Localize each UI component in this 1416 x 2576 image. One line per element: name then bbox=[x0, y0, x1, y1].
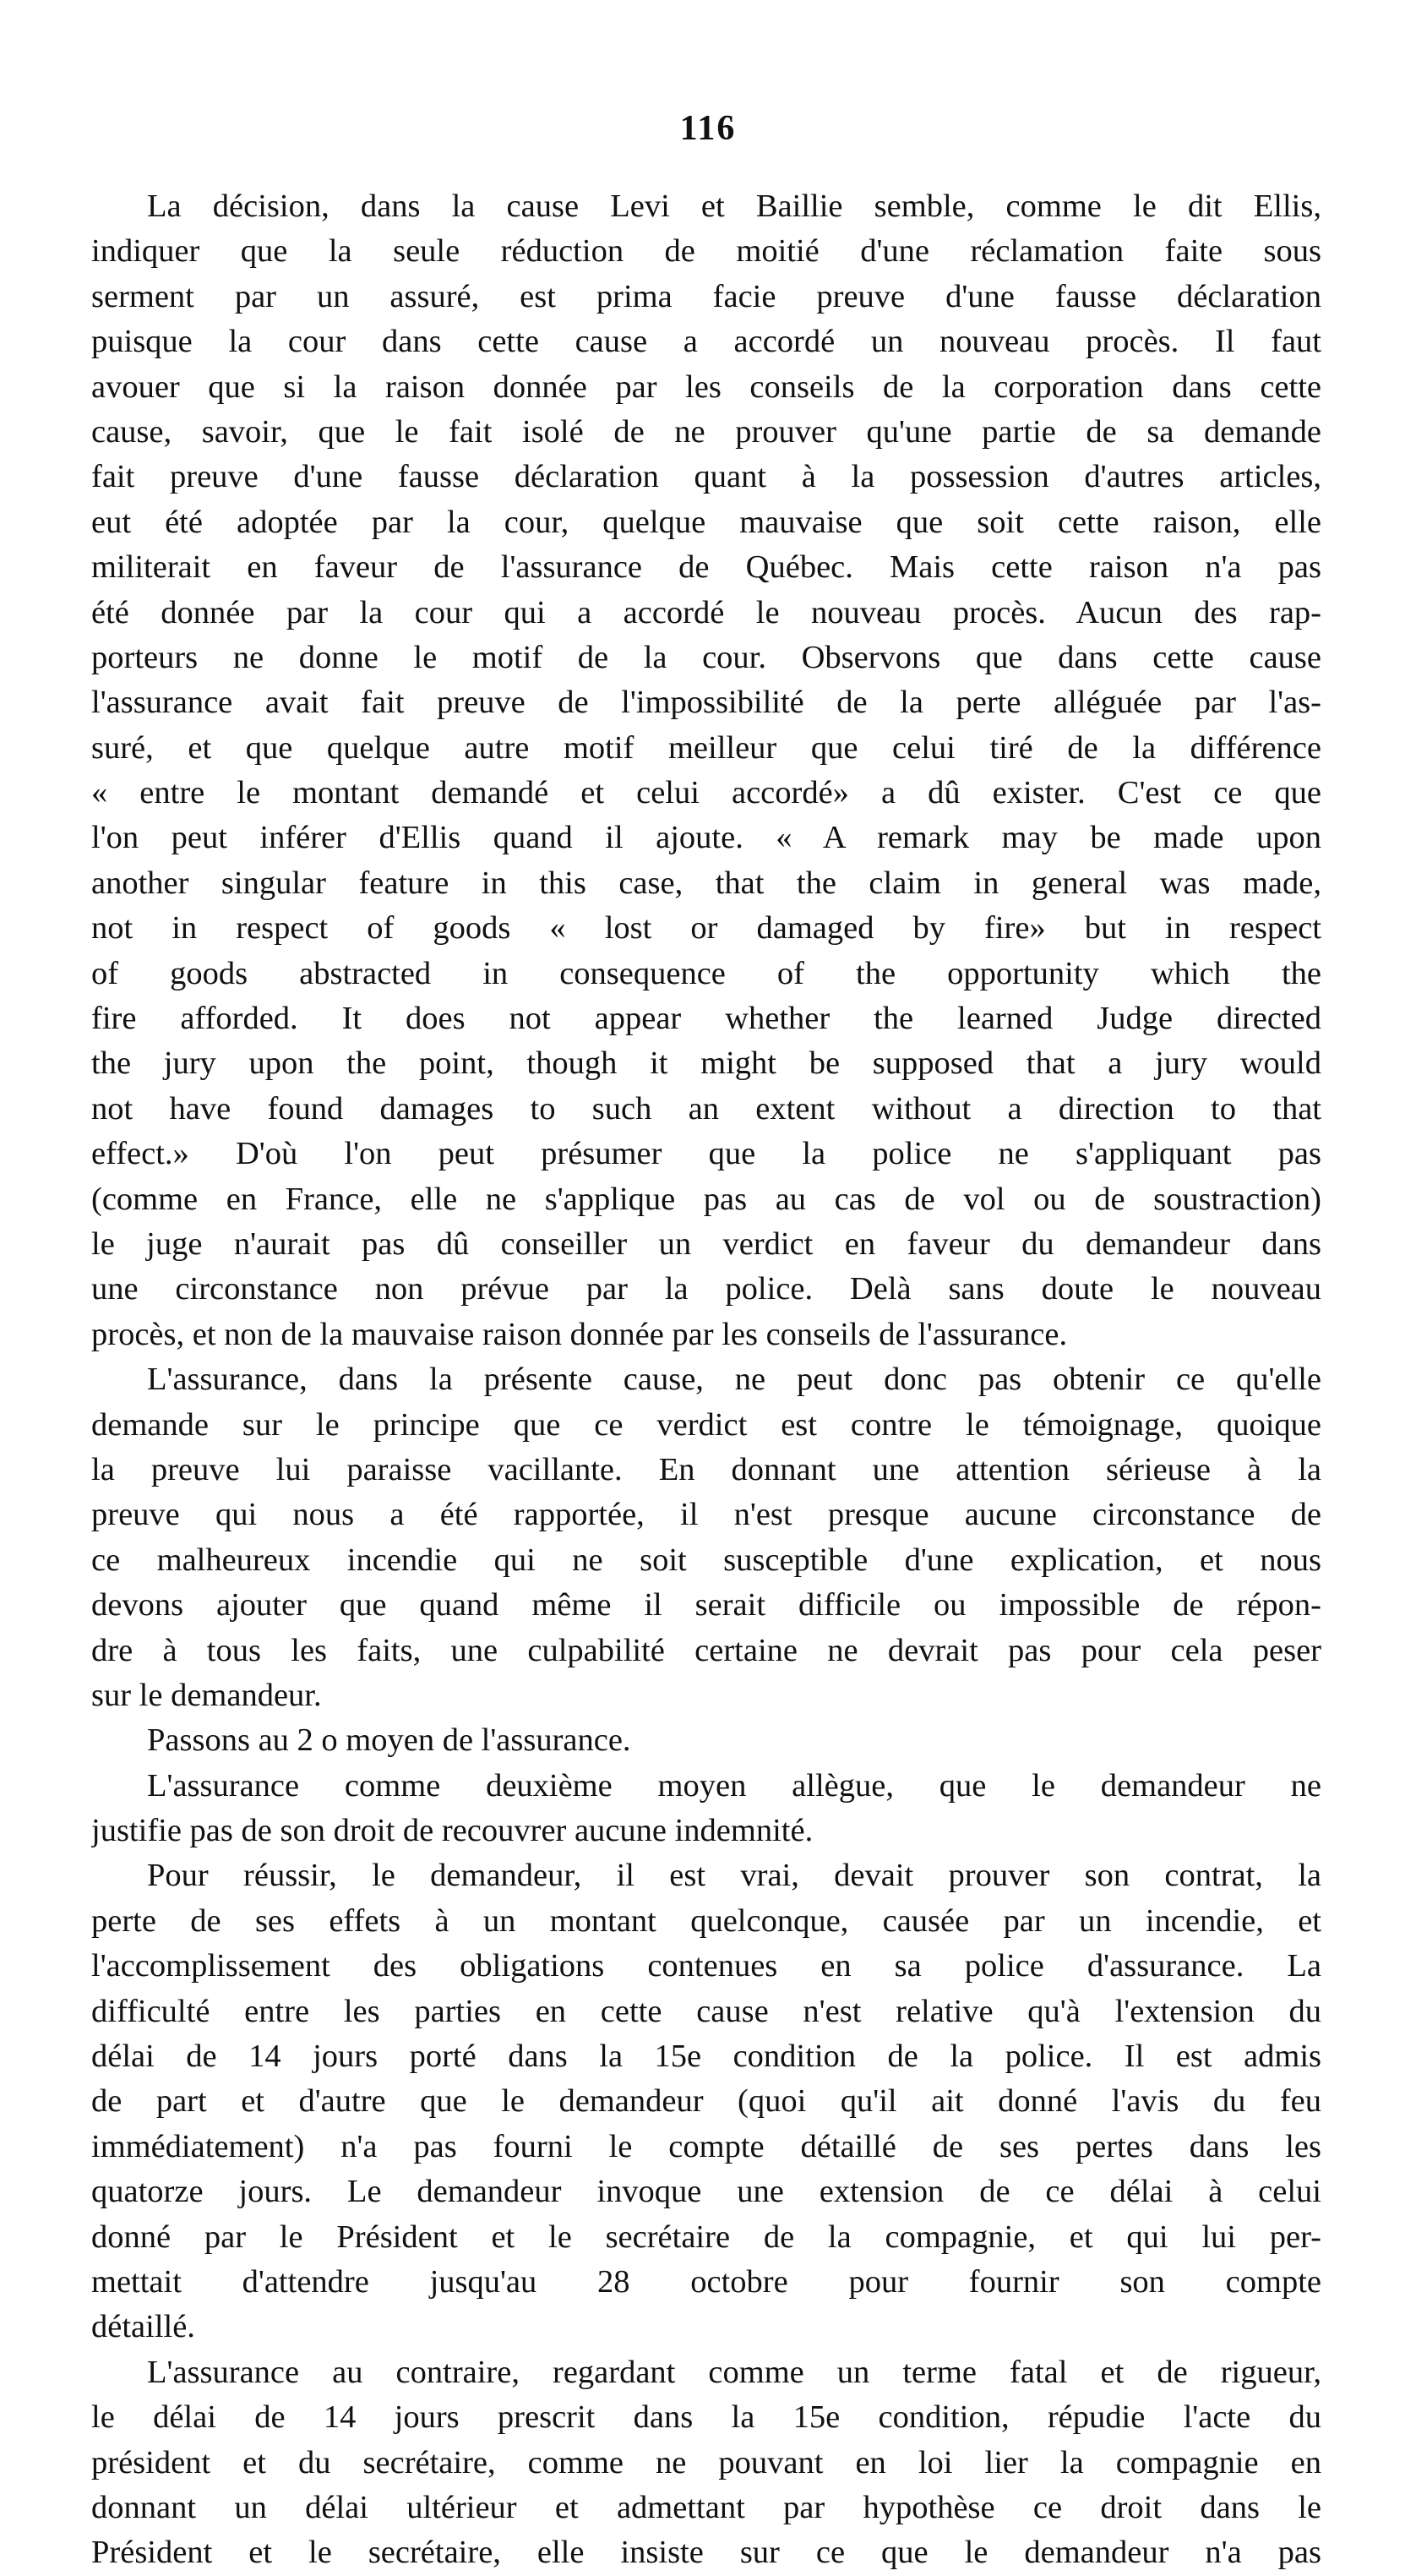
page-number: 116 bbox=[679, 109, 737, 148]
text-line: fait preuve d'une fausse déclaration quant à la possession d'autres articles, bbox=[91, 459, 1321, 495]
text-line: l'on peut inférer d'Ellis quand il ajoute. « A remark may be made upon bbox=[91, 820, 1321, 856]
text-line: indiquer que la seule réduction de moitié d'une réclamation faite sous bbox=[91, 233, 1321, 270]
text-line: une circonstance non prévue par la police. Delà sans doute le nouveau bbox=[91, 1271, 1321, 1307]
text-line: sur le demandeur. bbox=[91, 1677, 322, 1713]
text-line: Président et le secrétaire, elle insiste sur ce que le demandeur n'a pas bbox=[91, 2535, 1321, 2571]
text-line: donnant un délai ultérieur et admettant par hypothèse ce droit dans le bbox=[91, 2489, 1321, 2525]
text-line: ce malheureux incendie qui ne soit susceptible d'une explication, et nous bbox=[91, 1542, 1321, 1578]
text-line: perte de ses effets à un montant quelconque, causée par un incendie, et bbox=[91, 1902, 1321, 1939]
text-line: justifie pas de son droit de recouvrer aucune indemnité. bbox=[91, 1813, 814, 1849]
text-line: difficulté entre les parties en cette cause n'est relative qu'à l'extension du bbox=[91, 1993, 1321, 2029]
text-line: mettait d'attendre jusqu'au 28 octobre pour fournir son compte bbox=[91, 2263, 1321, 2300]
text-line: immédiatement) n'a pas fourni le compte détaillé de ses pertes dans les bbox=[91, 2128, 1321, 2164]
text-line: devons ajouter que quand même il serait difficile ou impossible de répon- bbox=[91, 1587, 1321, 1624]
text-line: président et du secrétaire, comme ne pouvant en loi lier la compagnie en bbox=[91, 2444, 1321, 2480]
text-line: avouer que si la raison donnée par les conseils de la corporation dans cette bbox=[91, 368, 1321, 405]
text-line: été donnée par la cour qui a accordé le nouveau procès. Aucun des rap- bbox=[91, 594, 1321, 630]
text-line: L'assurance, dans la présente cause, ne peut donc pas obtenir ce qu'elle bbox=[147, 1362, 1321, 1398]
text-line: militerait en faveur de l'assurance de Québec. Mais cette raison n'a pas bbox=[91, 549, 1321, 586]
body-text bbox=[91, 184, 1321, 2576]
text-line: porteurs ne donne le motif de la cour. Observons que dans cette cause bbox=[91, 639, 1321, 675]
text-line: le délai de 14 jours prescrit dans la 15e condition, répudie l'acte du bbox=[91, 2399, 1321, 2436]
text-line: eut été adoptée par la cour, quelque mauvaise que soit cette raison, elle bbox=[91, 504, 1321, 540]
text-line: L'assurance au contraire, regardant comme un terme fatal et de rigueur, bbox=[147, 2354, 1321, 2390]
text-line: fire afforded. It does not appear whether the learned Judge directed bbox=[91, 1001, 1321, 1037]
text-line: de part et d'autre que le demandeur (quoi qu'il ait donné l'avis du feu bbox=[91, 2083, 1321, 2120]
text-line: dre à tous les faits, une culpabilité certaine ne devrait pas pour cela peser bbox=[91, 1632, 1321, 1668]
text-line: demande sur le principe que ce verdict est contre le témoignage, quoique bbox=[91, 1406, 1321, 1443]
text-line: puisque la cour dans cette cause a accordé un nouveau procès. Il faut bbox=[91, 324, 1321, 360]
text-line: serment par un assuré, est prima facie preuve d'une fausse déclaration bbox=[91, 278, 1321, 314]
text-line: délai de 14 jours porté dans la 15e condition de la police. Il est admis bbox=[91, 2038, 1321, 2075]
text-line: L'assurance comme deuxième moyen allègue, que le demandeur ne bbox=[147, 1767, 1321, 1804]
text-line: donné par le Président et le secrétaire de la compagnie, et qui lui per- bbox=[91, 2219, 1321, 2255]
text-line: détaillé. bbox=[91, 2309, 195, 2345]
text-line: Pour réussir, le demandeur, il est vrai, devait prouver son contrat, la bbox=[147, 1858, 1321, 1894]
text-line: cause, savoir, que le fait isolé de ne prouver qu'une partie de sa demande bbox=[91, 413, 1321, 450]
text-line: the jury upon the point, though it might be supposed that a jury would bbox=[91, 1045, 1321, 1082]
text-line: of goods abstracted in consequence of the opportunity which the bbox=[91, 955, 1321, 991]
text-line: la preuve lui paraisse vacillante. En donnant une attention sérieuse à la bbox=[91, 1451, 1321, 1487]
text-line: another singular feature in this case, that the claim in general was made, bbox=[91, 865, 1321, 901]
text-line: l'accomplissement des obligations contenues en sa police d'assurance. La bbox=[91, 1948, 1321, 1984]
text-line: not have found damages to such an extent without a direction to that bbox=[91, 1090, 1321, 1127]
text-line: suré, et que quelque autre motif meilleur que celui tiré de la différence bbox=[91, 729, 1321, 766]
text-line: procès, et non de la mauvaise raison donnée par les conseils de l'assurance. bbox=[91, 1316, 1068, 1352]
text-line: l'assurance avait fait preuve de l'impossibilité de la perte alléguée par l'as- bbox=[91, 685, 1321, 721]
text-line: « entre le montant demandé et celui accordé» a dû exister. C'est ce que bbox=[91, 775, 1321, 811]
text-line: quatorze jours. Le demandeur invoque une extension de ce délai à celui bbox=[91, 2174, 1321, 2210]
text-line: le juge n'aurait pas dû conseiller un verdict en faveur du demandeur dans bbox=[91, 1225, 1321, 1262]
text-line: preuve qui nous a été rapportée, il n'est presque aucune circonstance de bbox=[91, 1497, 1321, 1533]
text-line: Passons au 2 o moyen de l'assurance. bbox=[147, 1722, 631, 1759]
text-line: La décision, dans la cause Levi et Baillie semble, comme le dit Ellis, bbox=[147, 188, 1321, 224]
text-line: effect.» D'où l'on peut présumer que la police ne s'appliquant pas bbox=[91, 1136, 1321, 1172]
text-line: (comme en France, elle ne s'applique pas au cas de vol ou de soustraction) bbox=[91, 1181, 1321, 1217]
text-line: not in respect of goods « lost or damaged by fire» but in respect bbox=[91, 910, 1321, 947]
